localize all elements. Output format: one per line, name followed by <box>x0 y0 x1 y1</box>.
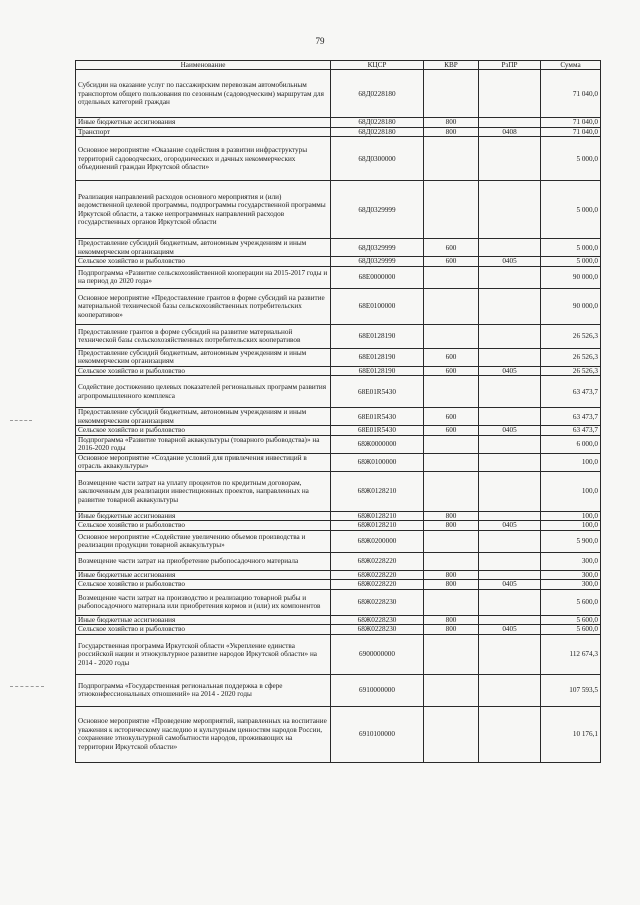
row-kvr <box>424 552 479 570</box>
row-kvr <box>424 530 479 552</box>
row-sum: 63 473,7 <box>541 426 601 435</box>
table-row <box>76 366 601 375</box>
page-number: 79 <box>315 36 325 46</box>
row-name: Подпрограмма «Государственная региональная поддержка в сфере этноконфессиональных отношений» на 2014 - 2020 годы <box>76 674 331 706</box>
row-sum: 63 473,7 <box>541 408 601 426</box>
row-rzpr <box>479 324 541 348</box>
row-name: Сельское хозяйство и рыболовство <box>76 625 331 634</box>
row-name: Подпрограмма «Развитие сельскохозяйственной кооперации на 2015-2017 годы и на период до 2020 года» <box>76 266 331 288</box>
row-kvr <box>424 435 479 453</box>
table-row <box>76 674 601 706</box>
row-sum: 90 000,0 <box>541 266 601 288</box>
row-sum: 5 000,0 <box>541 257 601 266</box>
row-name: Основное мероприятие «Оказание содействия в развитии инфраструктуры территорий садоводческих, огороднических и дачных некоммерческих объединений граждан Иркутской области» <box>76 137 331 181</box>
row-sum: 26 526,3 <box>541 324 601 348</box>
table-row <box>76 471 601 511</box>
table-row <box>76 348 601 366</box>
row-kvr: 800 <box>424 118 479 127</box>
row-kvr: 800 <box>424 521 479 530</box>
row-name: Сельское хозяйство и рыболовство <box>76 426 331 435</box>
header-rzpr: РзПР <box>479 61 541 70</box>
row-rzpr: 0405 <box>479 257 541 266</box>
row-rzpr: 0405 <box>479 580 541 589</box>
row-rzpr <box>479 634 541 674</box>
row-sum: 5 600,0 <box>541 625 601 634</box>
table-row <box>76 530 601 552</box>
row-kcsr: 68Д0329999 <box>331 239 424 257</box>
row-kvr <box>424 70 479 118</box>
table-row <box>76 426 601 435</box>
row-kvr <box>424 324 479 348</box>
row-sum: 26 526,3 <box>541 348 601 366</box>
table-row <box>76 70 601 118</box>
row-sum: 5 000,0 <box>541 181 601 239</box>
row-kvr: 600 <box>424 426 479 435</box>
table-row <box>76 511 601 520</box>
row-rzpr <box>479 453 541 471</box>
row-rzpr <box>479 706 541 762</box>
row-kvr: 800 <box>424 511 479 520</box>
row-sum: 100,0 <box>541 453 601 471</box>
header-sum: Сумма <box>541 61 601 70</box>
row-kcsr: 68Ж0128210 <box>331 511 424 520</box>
row-kvr: 800 <box>424 615 479 624</box>
row-kcsr: 68Ж0228220 <box>331 552 424 570</box>
row-sum: 63 473,7 <box>541 376 601 408</box>
row-sum: 5 600,0 <box>541 615 601 624</box>
table-header-row <box>76 61 601 70</box>
row-kcsr: 68Д0329999 <box>331 257 424 266</box>
row-name: Возмещение части затрат на производство и реализацию товарной рыбы и рыбопосадочного материала или приобретения кормов и (или) их компонентов <box>76 589 331 615</box>
row-rzpr: 0408 <box>479 127 541 136</box>
row-rzpr <box>479 239 541 257</box>
row-rzpr <box>479 435 541 453</box>
budget-table <box>75 60 601 763</box>
table-row <box>76 570 601 579</box>
row-sum: 26 526,3 <box>541 366 601 375</box>
row-rzpr <box>479 266 541 288</box>
row-rzpr <box>479 570 541 579</box>
table-row <box>76 521 601 530</box>
row-name: Основное мероприятие «Предоставление грантов в форме субсидий на развитие материальной технической базы сельскохозяйственных потребительских кооперативов» <box>76 288 331 324</box>
row-sum: 6 000,0 <box>541 435 601 453</box>
row-name: Основное мероприятие «Создание условий для привлечения инвестиций в отрасль аквакультуры» <box>76 453 331 471</box>
row-kcsr: 68Е0128190 <box>331 366 424 375</box>
row-sum: 107 593,5 <box>541 674 601 706</box>
row-kcsr: 68Ж0200000 <box>331 530 424 552</box>
row-kcsr: 68Д0329999 <box>331 181 424 239</box>
table-row <box>76 634 601 674</box>
row-name: Предоставление грантов в форме субсидий на развитие материальной технической базы сельскохозяйственных потребительских кооперативов <box>76 324 331 348</box>
row-name: Иные бюджетные ассигнования <box>76 615 331 624</box>
row-rzpr <box>479 511 541 520</box>
row-kcsr: 68Е0000000 <box>331 266 424 288</box>
row-kvr: 600 <box>424 408 479 426</box>
row-name: Сельское хозяйство и рыболовство <box>76 366 331 375</box>
table-row <box>76 615 601 624</box>
row-name: Возмещение части затрат на приобретение рыбопосадочного материала <box>76 552 331 570</box>
row-rzpr <box>479 552 541 570</box>
row-kcsr: 68Ж0228230 <box>331 625 424 634</box>
row-rzpr <box>479 589 541 615</box>
row-kcsr: 6910000000 <box>331 674 424 706</box>
row-kcsr: 68Д0228180 <box>331 127 424 136</box>
row-sum: 300,0 <box>541 552 601 570</box>
row-kcsr: 68Ж0228220 <box>331 580 424 589</box>
row-kcsr: 6900000000 <box>331 634 424 674</box>
row-rzpr <box>479 530 541 552</box>
row-kvr: 800 <box>424 625 479 634</box>
row-kvr <box>424 706 479 762</box>
row-kvr: 800 <box>424 580 479 589</box>
table-row <box>76 706 601 762</box>
row-sum: 90 000,0 <box>541 288 601 324</box>
row-kvr <box>424 589 479 615</box>
row-name: Содействие достижению целевых показателей региональных программ развития агропромышленного комплекса <box>76 376 331 408</box>
row-kcsr: 68Ж0128210 <box>331 471 424 511</box>
row-kvr: 600 <box>424 239 479 257</box>
row-rzpr <box>479 408 541 426</box>
row-sum: 5 000,0 <box>541 239 601 257</box>
row-name: Субсидии на оказание услуг по пассажирским перевозкам автомобильным транспортом общего пользования по сезонным (садоводческим) маршрутам для отдельных категорий граждан <box>76 70 331 118</box>
row-rzpr <box>479 288 541 324</box>
row-kcsr: 68Д0300000 <box>331 137 424 181</box>
row-name: Предоставление субсидий бюджетным, автономным учреждениям и иным некоммерческим организациям <box>76 348 331 366</box>
row-kcsr: 68Д0228180 <box>331 118 424 127</box>
row-kvr: 800 <box>424 570 479 579</box>
header-kcsr: КЦСР <box>331 61 424 70</box>
row-name: Иные бюджетные ассигнования <box>76 511 331 520</box>
row-sum: 112 674,3 <box>541 634 601 674</box>
row-rzpr: 0405 <box>479 366 541 375</box>
table-row <box>76 127 601 136</box>
row-kcsr: 68Е01R5430 <box>331 376 424 408</box>
row-kcsr: 68Е0128190 <box>331 324 424 348</box>
row-kvr: 600 <box>424 257 479 266</box>
table-row <box>76 453 601 471</box>
row-sum: 71 040,0 <box>541 127 601 136</box>
margin-mark <box>10 686 44 687</box>
row-kvr <box>424 674 479 706</box>
table-row <box>76 288 601 324</box>
row-kvr: 800 <box>424 127 479 136</box>
row-kvr <box>424 471 479 511</box>
header-name: Наименование <box>76 61 331 70</box>
row-kcsr: 68Ж0228230 <box>331 615 424 624</box>
row-rzpr <box>479 674 541 706</box>
row-kcsr: 68Е0100000 <box>331 288 424 324</box>
row-name: Сельское хозяйство и рыболовство <box>76 257 331 266</box>
row-sum: 5 600,0 <box>541 589 601 615</box>
row-name: Основное мероприятие «Проведение мероприятий, направленных на воспитание уважения к историческому наследию и культурным ценностям народов России, сохранение этнокультурной самобытности народов, проживающих на территории Иркутской области» <box>76 706 331 762</box>
row-kvr <box>424 137 479 181</box>
row-kcsr: 68Е01R5430 <box>331 426 424 435</box>
row-sum: 300,0 <box>541 580 601 589</box>
row-sum: 300,0 <box>541 570 601 579</box>
row-name: Подпрограмма «Развитие товарной аквакультуры (товарного рыбоводства)» на 2016-2020 годы <box>76 435 331 453</box>
table-row <box>76 589 601 615</box>
table-row <box>76 137 601 181</box>
row-name: Сельское хозяйство и рыболовство <box>76 521 331 530</box>
row-kcsr: 68Ж0228220 <box>331 570 424 579</box>
row-sum: 71 040,0 <box>541 118 601 127</box>
row-kcsr: 68Д0228180 <box>331 70 424 118</box>
table-row <box>76 376 601 408</box>
row-kvr: 600 <box>424 366 479 375</box>
table-row <box>76 580 601 589</box>
row-rzpr <box>479 471 541 511</box>
row-name: Государственная программа Иркутской области «Укрепление единства российской нации и этнокультурное развитие народов Иркутской области» на 2014 - 2020 годы <box>76 634 331 674</box>
row-rzpr <box>479 376 541 408</box>
row-kcsr: 68Е0128190 <box>331 348 424 366</box>
row-rzpr: 0405 <box>479 521 541 530</box>
row-kvr <box>424 634 479 674</box>
row-kvr <box>424 288 479 324</box>
row-rzpr <box>479 615 541 624</box>
row-kvr <box>424 181 479 239</box>
row-name: Сельское хозяйство и рыболовство <box>76 580 331 589</box>
row-name: Предоставление субсидий бюджетным, автономным учреждениям и иным некоммерческим организациям <box>76 239 331 257</box>
table-row <box>76 181 601 239</box>
row-name: Иные бюджетные ассигнования <box>76 118 331 127</box>
row-kcsr: 68Ж0100000 <box>331 453 424 471</box>
row-sum: 10 176,1 <box>541 706 601 762</box>
table-row <box>76 257 601 266</box>
row-rzpr <box>479 348 541 366</box>
row-name: Иные бюджетные ассигнования <box>76 570 331 579</box>
row-name: Предоставление субсидий бюджетным, автономным учреждениям и иным некоммерческим организациям <box>76 408 331 426</box>
table-row <box>76 266 601 288</box>
row-rzpr <box>479 118 541 127</box>
row-name: Транспорт <box>76 127 331 136</box>
table-row <box>76 239 601 257</box>
margin-mark <box>10 420 32 421</box>
row-kcsr: 6910100000 <box>331 706 424 762</box>
header-kvr: КВР <box>424 61 479 70</box>
row-sum: 100,0 <box>541 521 601 530</box>
table-row <box>76 625 601 634</box>
row-sum: 5 900,0 <box>541 530 601 552</box>
row-name: Возмещение части затрат на уплату процентов по кредитным договорам, заключенным для реализации инвестиционных проектов, направленных на развитие товарной аквакультуры <box>76 471 331 511</box>
row-kvr <box>424 266 479 288</box>
row-name: Реализация направлений расходов основного мероприятия и (или) ведомственной целевой программы, подпрограммы государственной программы Иркутской области, а также непрограммных направлений расходов государственных органов Иркутской области <box>76 181 331 239</box>
row-sum: 71 040,0 <box>541 70 601 118</box>
row-sum: 5 000,0 <box>541 137 601 181</box>
table-row <box>76 324 601 348</box>
row-kvr: 600 <box>424 348 479 366</box>
row-rzpr <box>479 70 541 118</box>
row-name: Основное мероприятие «Содействие увеличению объемов производства и реализации продукции товарной аквакультуры» <box>76 530 331 552</box>
table-row <box>76 118 601 127</box>
row-sum: 100,0 <box>541 471 601 511</box>
row-rzpr <box>479 137 541 181</box>
row-kvr <box>424 453 479 471</box>
row-rzpr <box>479 181 541 239</box>
row-kcsr: 68Е01R5430 <box>331 408 424 426</box>
row-kcsr: 68Ж0128210 <box>331 521 424 530</box>
row-kcsr: 68Ж0000000 <box>331 435 424 453</box>
row-kvr <box>424 376 479 408</box>
row-rzpr: 0405 <box>479 426 541 435</box>
table-row <box>76 408 601 426</box>
row-sum: 100,0 <box>541 511 601 520</box>
table-row <box>76 552 601 570</box>
table-row <box>76 435 601 453</box>
row-kcsr: 68Ж0228230 <box>331 589 424 615</box>
row-rzpr: 0405 <box>479 625 541 634</box>
